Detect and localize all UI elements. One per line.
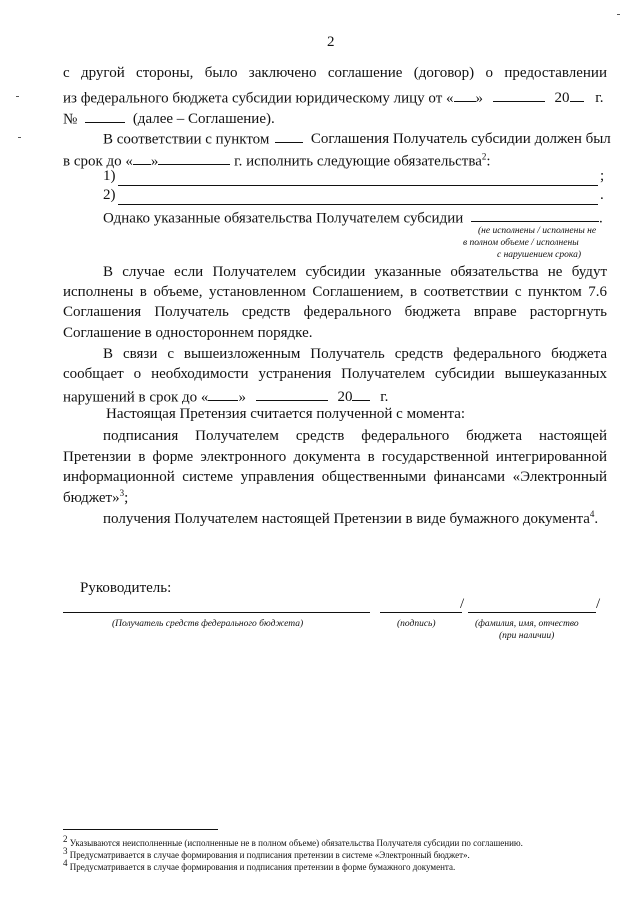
p6-a-line3: информационной системе управления общественными финансами «Электронный <box>63 469 607 485</box>
p1-line2-text: из федерального бюджета субсидии юридическому лицу от « <box>63 90 454 107</box>
fix-month-blank <box>256 386 328 401</box>
p5-line2: сообщает о необходимости устранения Получателем субсидии вышеуказанных <box>63 366 607 382</box>
signature-sign-line <box>380 612 462 613</box>
year-prefix: 20 <box>337 389 353 406</box>
margin-mark <box>617 14 620 15</box>
p6-a-line4-text: бюджет» <box>63 490 120 506</box>
obligation-item-2: 2) <box>103 187 116 203</box>
margin-mark <box>16 96 19 97</box>
obligation-line-1 <box>118 185 598 186</box>
signature-title: Руководитель: <box>80 580 172 596</box>
p2-line1 <box>103 128 611 148</box>
p4-line2: исполнены в объеме, установленном Соглашением, в соответствии с пунктом 7.6 <box>63 284 607 300</box>
footnote-3 <box>63 846 470 860</box>
fix-year-blank <box>352 386 370 401</box>
caption-name-2: (при наличии) <box>499 631 555 641</box>
status-note-3: с нарушением срока) <box>497 250 582 260</box>
caption-sign: (подпись) <box>397 619 436 629</box>
status-blank <box>471 207 599 222</box>
status-note-2: в полном объеме / исполнены <box>463 238 579 248</box>
p1-line1: с другой стороны, было заключено соглашение (договор) о предоставлении <box>63 65 607 81</box>
p6-a-line4 <box>63 490 128 507</box>
quote-close: » <box>150 153 159 170</box>
footnote-num: 3 <box>63 846 68 856</box>
obligation-line-2 <box>118 204 598 205</box>
item1-end: ; <box>600 168 605 184</box>
p2-line2-text-c: г. исполнить следующие обязательства <box>234 153 482 170</box>
p2-line2-text-a: в срок до « <box>63 153 133 170</box>
number-sign: № <box>63 111 78 128</box>
colon: : <box>486 153 491 170</box>
year-blank <box>570 87 584 102</box>
signature-slash-1: / <box>460 596 465 612</box>
footnote-4 <box>63 858 456 872</box>
period: . <box>594 511 599 527</box>
signature-name-line <box>468 612 596 613</box>
item2-end: . <box>600 187 604 203</box>
period: . <box>599 210 603 227</box>
footnote-num: 4 <box>63 858 68 868</box>
fix-day-blank <box>208 386 238 401</box>
footnote-ref-3: 3 <box>119 488 125 498</box>
p1-line2 <box>63 87 604 107</box>
p1-line3 <box>63 108 275 128</box>
status-note-1: (не исполнены / исполнены не <box>478 226 597 236</box>
footnote-text: Предусматривается в случае формирования и подписания претензии в системе «Электронный бюджет». <box>69 850 470 860</box>
p3-line <box>103 207 603 227</box>
clause-blank <box>275 128 303 143</box>
p3-text: Однако указанные обязательства Получателем субсидии <box>103 210 464 227</box>
year-suffix: г. <box>380 389 389 406</box>
footnote-ref-2: 2 <box>481 151 487 162</box>
obligation-item-1: 1) <box>103 168 116 184</box>
footnote-2 <box>63 834 523 848</box>
p2-line2 <box>63 150 491 170</box>
p6-b-line1-text: получения Получателем настоящей Претензии в виде бумажного документа <box>103 511 590 527</box>
signature-org-line <box>63 612 370 613</box>
quote-close: » <box>238 389 246 406</box>
year-suffix: г. <box>595 90 604 107</box>
p6-line1: Настоящая Претензия считается полученной с момента: <box>106 406 466 422</box>
p6-a-line2: Претензии в форме электронного документа в государственной интегрированной <box>63 449 607 465</box>
p4-line4: Соглашение в одностороннем порядке. <box>63 325 313 341</box>
p6-a-line1: подписания Получателем средств федерального бюджета настоящей <box>103 428 607 444</box>
p6-b-line1 <box>103 511 598 528</box>
margin-mark <box>18 137 21 138</box>
p2-line1-text-b: Соглашения Получатель субсидии должен был <box>310 131 611 148</box>
caption-org: (Получатель средств федерального бюджета) <box>112 619 304 629</box>
p1-line3-text: (далее – Соглашение). <box>132 111 275 128</box>
agreement-number-blank <box>85 108 125 123</box>
day-blank <box>454 87 476 102</box>
signature-slash-2: / <box>596 596 601 612</box>
p5-line1: В связи с вышеизложенным Получатель средств федерального бюджета <box>103 346 607 362</box>
month-blank <box>493 87 545 102</box>
footnote-num: 2 <box>63 834 68 844</box>
semicolon: ; <box>124 490 129 506</box>
deadline-month-blank <box>158 150 230 165</box>
p5-line3-text: нарушений в срок до « <box>63 389 209 406</box>
p2-line1-text-a: В соответствии с пунктом <box>103 131 270 148</box>
p4-line3: Соглашения Получатель средств федерального бюджета вправе расторгнуть <box>63 304 607 320</box>
footnote-ref-4: 4 <box>589 509 595 519</box>
caption-name-1: (фамилия, имя, отчество <box>475 619 579 629</box>
p4-line1: В случае если Получателем субсидии указанные обязательства не будут <box>103 264 607 280</box>
year-prefix: 20 <box>554 90 570 107</box>
quote-close: » <box>475 90 484 107</box>
footnote-text: Указываются неисполненные (исполненные не в полном объеме) обязательства Получателя субсидии по соглашению. <box>69 838 523 848</box>
footnote-text: Предусматривается в случае формирования и подписания претензии в форме бумажного документа. <box>69 862 456 872</box>
deadline-day-blank <box>133 150 151 165</box>
page-number: 2 <box>327 34 335 50</box>
footnote-separator <box>63 829 218 830</box>
p5-line3 <box>63 386 388 406</box>
